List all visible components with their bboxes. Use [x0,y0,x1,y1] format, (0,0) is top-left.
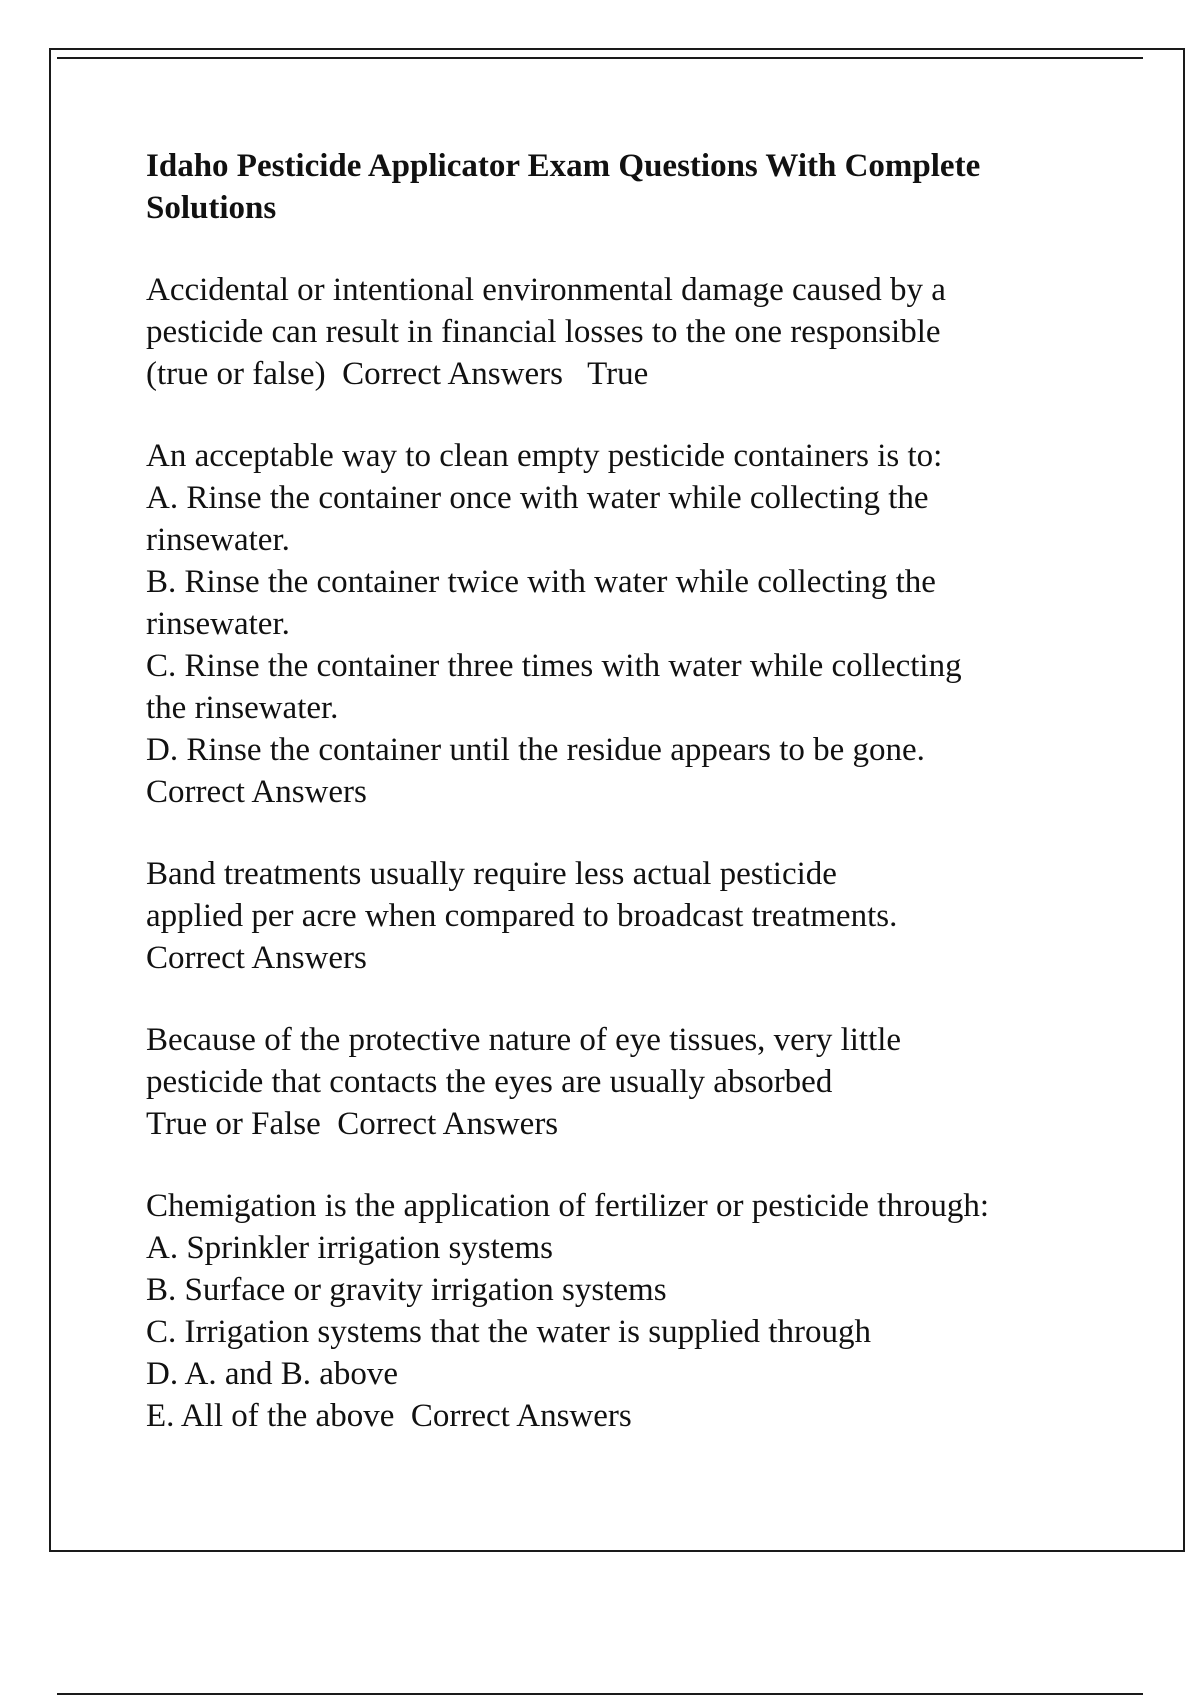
option-line: B. Rinse the container twice with water while collecting the [146,564,936,600]
option-line: C. Irrigation systems that the water is supplied through [146,1314,871,1350]
header-rule [57,57,1143,59]
title-line: Idaho Pesticide Applicator Exam Questions With Complete [146,148,981,184]
question-line: Chemigation is the application of fertilizer or pesticide through: [146,1188,990,1224]
option-line: D. Rinse the container until the residue appears to be gone. [146,732,925,768]
footer-rule [57,1693,1143,1695]
question-1 [146,269,1146,395]
question-line: Band treatments usually require less actual pesticide [146,856,837,892]
question-line: Accidental or intentional environmental damage caused by a [146,272,946,308]
question-2 [146,435,1146,813]
answer-line: True or False Correct Answers [146,1106,559,1142]
question-line: (true or false) Correct Answers True [146,356,649,392]
option-line: C. Rinse the container three times with water while collecting [146,648,962,684]
option-line: the rinsewater. [146,690,339,726]
question-line: Because of the protective nature of eye tissues, very little [146,1022,902,1058]
document-title [146,145,1146,229]
question-line: applied per acre when compared to broadcast treatments. [146,898,898,934]
option-line: B. Surface or gravity irrigation systems [146,1272,667,1308]
answer-line: Correct Answers [146,940,367,976]
option-line: rinsewater. [146,606,290,642]
question-line: An acceptable way to clean empty pesticide containers is to: [146,438,943,474]
option-line: A. Rinse the container once with water while collecting the [146,480,929,516]
question-5 [146,1185,1146,1437]
question-line: pesticide can result in financial losses to the one responsible [146,314,941,350]
question-line: pesticide that contacts the eyes are usually absorbed [146,1064,833,1100]
document-body [146,145,1146,1477]
option-line: rinsewater. [146,522,290,558]
question-3 [146,853,1146,979]
answer-line: Correct Answers [146,774,367,810]
answer-line: E. All of the above Correct Answers [146,1398,632,1434]
question-4 [146,1019,1146,1145]
option-line: D. A. and B. above [146,1356,399,1392]
title-line: Solutions [146,190,277,226]
option-line: A. Sprinkler irrigation systems [146,1230,553,1266]
